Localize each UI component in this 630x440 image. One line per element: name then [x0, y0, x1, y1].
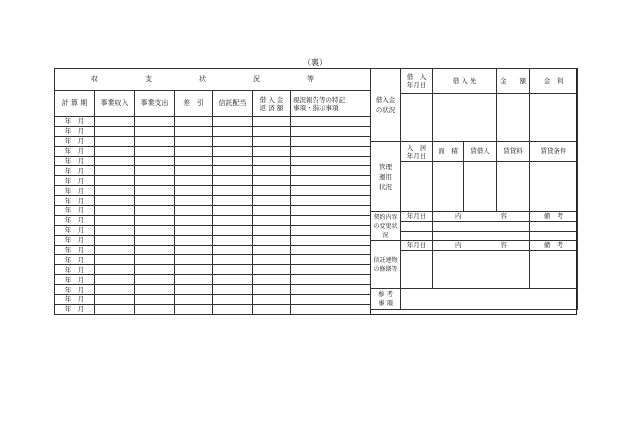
table-cell[interactable] — [135, 176, 175, 186]
loan-lender-header: 借 入 先 — [433, 69, 497, 94]
table-cell[interactable] — [253, 265, 291, 275]
management-section-label: 管理運用状況 — [371, 142, 401, 212]
table-cell[interactable] — [291, 225, 371, 235]
trust-building-date-header: 年月日 — [401, 241, 433, 251]
header-remarks-line2: 事項・指示事項 — [293, 103, 339, 112]
table-cell[interactable] — [253, 275, 291, 285]
table-cell[interactable] — [135, 117, 175, 127]
table-cell[interactable] — [135, 255, 175, 265]
management-date-header — [401, 142, 433, 162]
table-cell[interactable] — [291, 304, 371, 314]
table-cell[interactable] — [213, 166, 253, 176]
header-remarks — [291, 91, 371, 117]
table-row — [55, 136, 371, 146]
loan-lender-cell[interactable] — [433, 94, 497, 142]
loan-date-line2: 年月日 — [406, 81, 427, 89]
table-cell[interactable] — [213, 225, 253, 235]
table-cell[interactable] — [213, 186, 253, 196]
table-cell[interactable] — [213, 156, 253, 166]
table-cell[interactable] — [253, 186, 291, 196]
trust-building-date-cell[interactable] — [401, 251, 433, 289]
table-cell[interactable] — [291, 156, 371, 166]
row-period-label: 年 月 — [55, 245, 95, 255]
table-row — [55, 156, 371, 166]
table-cell[interactable] — [175, 295, 213, 305]
row-period-label: 年 月 — [55, 285, 95, 295]
table-cell[interactable] — [95, 295, 135, 305]
management-rent-cell[interactable] — [497, 162, 530, 212]
loan-interest-cell[interactable] — [530, 94, 578, 142]
trust-building-content-cell[interactable] — [433, 251, 530, 289]
table-cell[interactable] — [213, 255, 253, 265]
table-cell[interactable] — [175, 126, 213, 136]
reference-cell[interactable] — [401, 289, 578, 310]
trust-building-remarks-cell[interactable] — [530, 251, 578, 289]
table-row — [55, 255, 371, 265]
table-row — [55, 206, 371, 216]
table-cell[interactable] — [175, 245, 213, 255]
table-cell[interactable] — [175, 235, 213, 245]
header-remarks-line1: 現況報告等の特記 — [293, 95, 345, 104]
header-loan-repayment-line2: 返 済 額 — [259, 103, 284, 112]
table-cell[interactable] — [175, 225, 213, 235]
table-cell[interactable] — [135, 136, 175, 146]
table-cell[interactable] — [135, 126, 175, 136]
table-cell[interactable] — [213, 196, 253, 206]
contract-change-remarks-cell[interactable] — [530, 222, 578, 232]
row-period-label: 年 月 — [55, 176, 95, 186]
table-cell[interactable] — [253, 304, 291, 314]
trust-building-content-header: 内 容 — [433, 241, 530, 251]
table-cell[interactable] — [291, 245, 371, 255]
table-cell[interactable] — [175, 146, 213, 156]
table-cell[interactable] — [95, 285, 135, 295]
row-period-label: 年 月 — [55, 295, 95, 305]
table-cell[interactable] — [95, 235, 135, 245]
table-cell[interactable] — [213, 265, 253, 275]
table-cell[interactable] — [95, 275, 135, 285]
loan-date-header — [401, 69, 433, 94]
table-cell[interactable] — [135, 275, 175, 285]
table-cell[interactable] — [213, 295, 253, 305]
table-cell[interactable] — [175, 136, 213, 146]
table-cell[interactable] — [135, 186, 175, 196]
row-period-label: 年 月 — [55, 215, 95, 225]
management-terms-cell[interactable] — [530, 162, 578, 212]
table-cell[interactable] — [291, 255, 371, 265]
table-cell[interactable] — [291, 196, 371, 206]
row-period-label: 年 月 — [55, 136, 95, 146]
table-cell[interactable] — [95, 265, 135, 275]
management-date-line2: 年月日 — [406, 151, 427, 160]
table-cell[interactable] — [253, 166, 291, 176]
table-cell[interactable] — [135, 245, 175, 255]
table-cell[interactable] — [135, 206, 175, 216]
table-cell[interactable] — [135, 235, 175, 245]
header-period: 計 算 期 — [55, 91, 95, 117]
table-cell[interactable] — [95, 126, 135, 136]
contract-change-section-label: 契約内容の変更状況 — [371, 212, 401, 241]
table-cell[interactable] — [291, 265, 371, 275]
contract-change-date-cell[interactable] — [401, 222, 433, 232]
table-cell[interactable] — [135, 166, 175, 176]
loan-date-cell[interactable] — [401, 94, 433, 142]
header-revenue: 事業収入 — [95, 91, 135, 117]
header-loan-repayment — [253, 91, 291, 117]
table-cell[interactable] — [135, 196, 175, 206]
table-cell[interactable] — [95, 156, 135, 166]
table-cell[interactable] — [95, 136, 135, 146]
loan-interest-header: 金 利 — [530, 69, 578, 94]
header-trust-dividend: 信託配当 — [213, 91, 253, 117]
row-period-label: 年 月 — [55, 206, 95, 216]
income-expense-table — [54, 68, 371, 315]
table-cell[interactable] — [291, 206, 371, 216]
table-cell[interactable] — [213, 206, 253, 216]
table-cell[interactable] — [213, 304, 253, 314]
row-period-label: 年 月 — [55, 275, 95, 285]
table-cell[interactable] — [291, 235, 371, 245]
contract-change-remarks-cell-2[interactable] — [530, 232, 578, 241]
table-cell[interactable] — [135, 295, 175, 305]
table-cell[interactable] — [175, 265, 213, 275]
table-cell[interactable] — [175, 156, 213, 166]
reference-section-label: 参 考 事 項 — [371, 289, 401, 310]
table-cell[interactable] — [291, 146, 371, 156]
table-cell[interactable] — [291, 275, 371, 285]
table-cell[interactable] — [253, 235, 291, 245]
management-area-header: 面 積 — [433, 142, 464, 162]
management-terms-header: 賃貸条件 — [530, 142, 578, 162]
loan-amount-cell[interactable] — [497, 94, 530, 142]
table-cell[interactable] — [135, 156, 175, 166]
contract-change-remarks-header: 備 考 — [530, 212, 578, 222]
table-row — [55, 146, 371, 156]
table-cell[interactable] — [213, 176, 253, 186]
table-cell[interactable] — [253, 117, 291, 127]
table-cell[interactable] — [213, 285, 253, 295]
contract-change-content-cell-2[interactable] — [433, 232, 530, 241]
table-cell[interactable] — [95, 255, 135, 265]
table-cell[interactable] — [253, 295, 291, 305]
management-tenant-cell[interactable] — [464, 162, 497, 212]
table-row — [55, 265, 371, 275]
table-cell[interactable] — [213, 215, 253, 225]
table-cell[interactable] — [95, 215, 135, 225]
table-cell[interactable] — [175, 196, 213, 206]
table-cell[interactable] — [95, 245, 135, 255]
table-cell[interactable] — [95, 146, 135, 156]
table-cell[interactable] — [291, 126, 371, 136]
table-cell[interactable] — [95, 206, 135, 216]
header-expense: 事業支出 — [135, 91, 175, 117]
table-cell[interactable] — [291, 117, 371, 127]
table-cell[interactable] — [135, 304, 175, 314]
table-cell[interactable] — [175, 206, 213, 216]
management-date-cell[interactable] — [401, 162, 433, 212]
table-cell[interactable] — [213, 146, 253, 156]
table-row — [55, 295, 371, 305]
contract-change-date-header: 年月日 — [401, 212, 433, 222]
table-row — [55, 196, 371, 206]
row-period-label: 年 月 — [55, 265, 95, 275]
row-period-label: 年 月 — [55, 156, 95, 166]
status-sections — [371, 69, 576, 314]
table-cell[interactable] — [175, 304, 213, 314]
income-expense-title: 収 支 状 況 等 — [55, 69, 371, 91]
table-cell[interactable] — [95, 176, 135, 186]
table-cell[interactable] — [135, 225, 175, 235]
table-cell[interactable] — [213, 136, 253, 146]
table-cell[interactable] — [253, 126, 291, 136]
table-cell[interactable] — [175, 275, 213, 285]
table-cell[interactable] — [213, 117, 253, 127]
table-row — [55, 186, 371, 196]
table-cell[interactable] — [291, 166, 371, 176]
contract-change-content-header: 内 容 — [433, 212, 530, 222]
table-cell[interactable] — [253, 176, 291, 186]
row-period-label: 年 月 — [55, 117, 95, 127]
table-cell[interactable] — [175, 186, 213, 196]
table-row — [55, 117, 371, 127]
table-row — [55, 235, 371, 245]
contract-change-date-cell-2[interactable] — [401, 232, 433, 241]
table-cell[interactable] — [95, 225, 135, 235]
loan-section-label: 借入金の状況 — [371, 69, 401, 142]
page-caption: （裏） — [303, 58, 327, 67]
form-frame — [54, 68, 577, 315]
loan-date-line1: 借 入 — [406, 73, 427, 81]
table-row — [55, 126, 371, 136]
row-period-label: 年 月 — [55, 196, 95, 206]
table-cell[interactable] — [253, 225, 291, 235]
table-cell[interactable] — [135, 285, 175, 295]
table-cell[interactable] — [291, 295, 371, 305]
management-date-line1: 入 居 — [406, 143, 427, 152]
row-period-label: 年 月 — [55, 225, 95, 235]
management-area-cell[interactable] — [433, 162, 464, 212]
table-cell[interactable] — [253, 255, 291, 265]
table-row — [55, 245, 371, 255]
table-cell[interactable] — [135, 215, 175, 225]
row-period-label: 年 月 — [55, 166, 95, 176]
table-cell[interactable] — [291, 186, 371, 196]
table-row — [55, 304, 371, 314]
table-cell[interactable] — [253, 196, 291, 206]
table-cell[interactable] — [95, 186, 135, 196]
table-cell[interactable] — [253, 285, 291, 295]
income-expense-rows — [55, 117, 371, 315]
table-cell[interactable] — [95, 166, 135, 176]
status-table — [370, 68, 578, 310]
row-period-label: 年 月 — [55, 126, 95, 136]
table-row — [55, 215, 371, 225]
table-cell[interactable] — [175, 255, 213, 265]
table-cell[interactable] — [213, 126, 253, 136]
row-period-label: 年 月 — [55, 304, 95, 314]
table-cell[interactable] — [291, 285, 371, 295]
header-loan-repayment-line1: 借 入 金 — [259, 95, 284, 104]
table-row — [55, 166, 371, 176]
management-tenant-header: 賃借人 — [464, 142, 497, 162]
table-cell[interactable] — [135, 265, 175, 275]
table-row — [55, 275, 371, 285]
table-cell[interactable] — [253, 245, 291, 255]
table-cell[interactable] — [95, 117, 135, 127]
table-cell[interactable] — [291, 136, 371, 146]
row-period-label: 年 月 — [55, 146, 95, 156]
income-expense-section — [55, 69, 370, 314]
table-cell[interactable] — [213, 245, 253, 255]
table-cell[interactable] — [291, 215, 371, 225]
table-cell[interactable] — [253, 206, 291, 216]
table-cell[interactable] — [213, 235, 253, 245]
table-cell[interactable] — [175, 176, 213, 186]
table-cell[interactable] — [175, 166, 213, 176]
table-cell[interactable] — [213, 275, 253, 285]
trust-building-section-label: 信託建物の修繕等 — [371, 241, 401, 289]
table-row — [55, 285, 371, 295]
row-period-label: 年 月 — [55, 186, 95, 196]
table-row — [55, 176, 371, 186]
row-period-label: 年 月 — [55, 255, 95, 265]
table-cell[interactable] — [253, 146, 291, 156]
table-cell[interactable] — [175, 285, 213, 295]
trust-building-remarks-header: 備 考 — [530, 241, 578, 251]
table-cell[interactable] — [175, 117, 213, 127]
table-cell[interactable] — [291, 176, 371, 186]
table-cell[interactable] — [253, 156, 291, 166]
contract-change-content-cell[interactable] — [433, 222, 530, 232]
table-cell[interactable] — [135, 146, 175, 156]
table-cell[interactable] — [95, 196, 135, 206]
table-cell[interactable] — [253, 215, 291, 225]
table-cell[interactable] — [175, 215, 213, 225]
loan-amount-header: 金 額 — [497, 69, 530, 94]
table-row — [55, 225, 371, 235]
header-difference: 差 引 — [175, 91, 213, 117]
table-cell[interactable] — [95, 304, 135, 314]
row-period-label: 年 月 — [55, 235, 95, 245]
management-rent-header: 賃貸料 — [497, 142, 530, 162]
table-cell[interactable] — [253, 136, 291, 146]
